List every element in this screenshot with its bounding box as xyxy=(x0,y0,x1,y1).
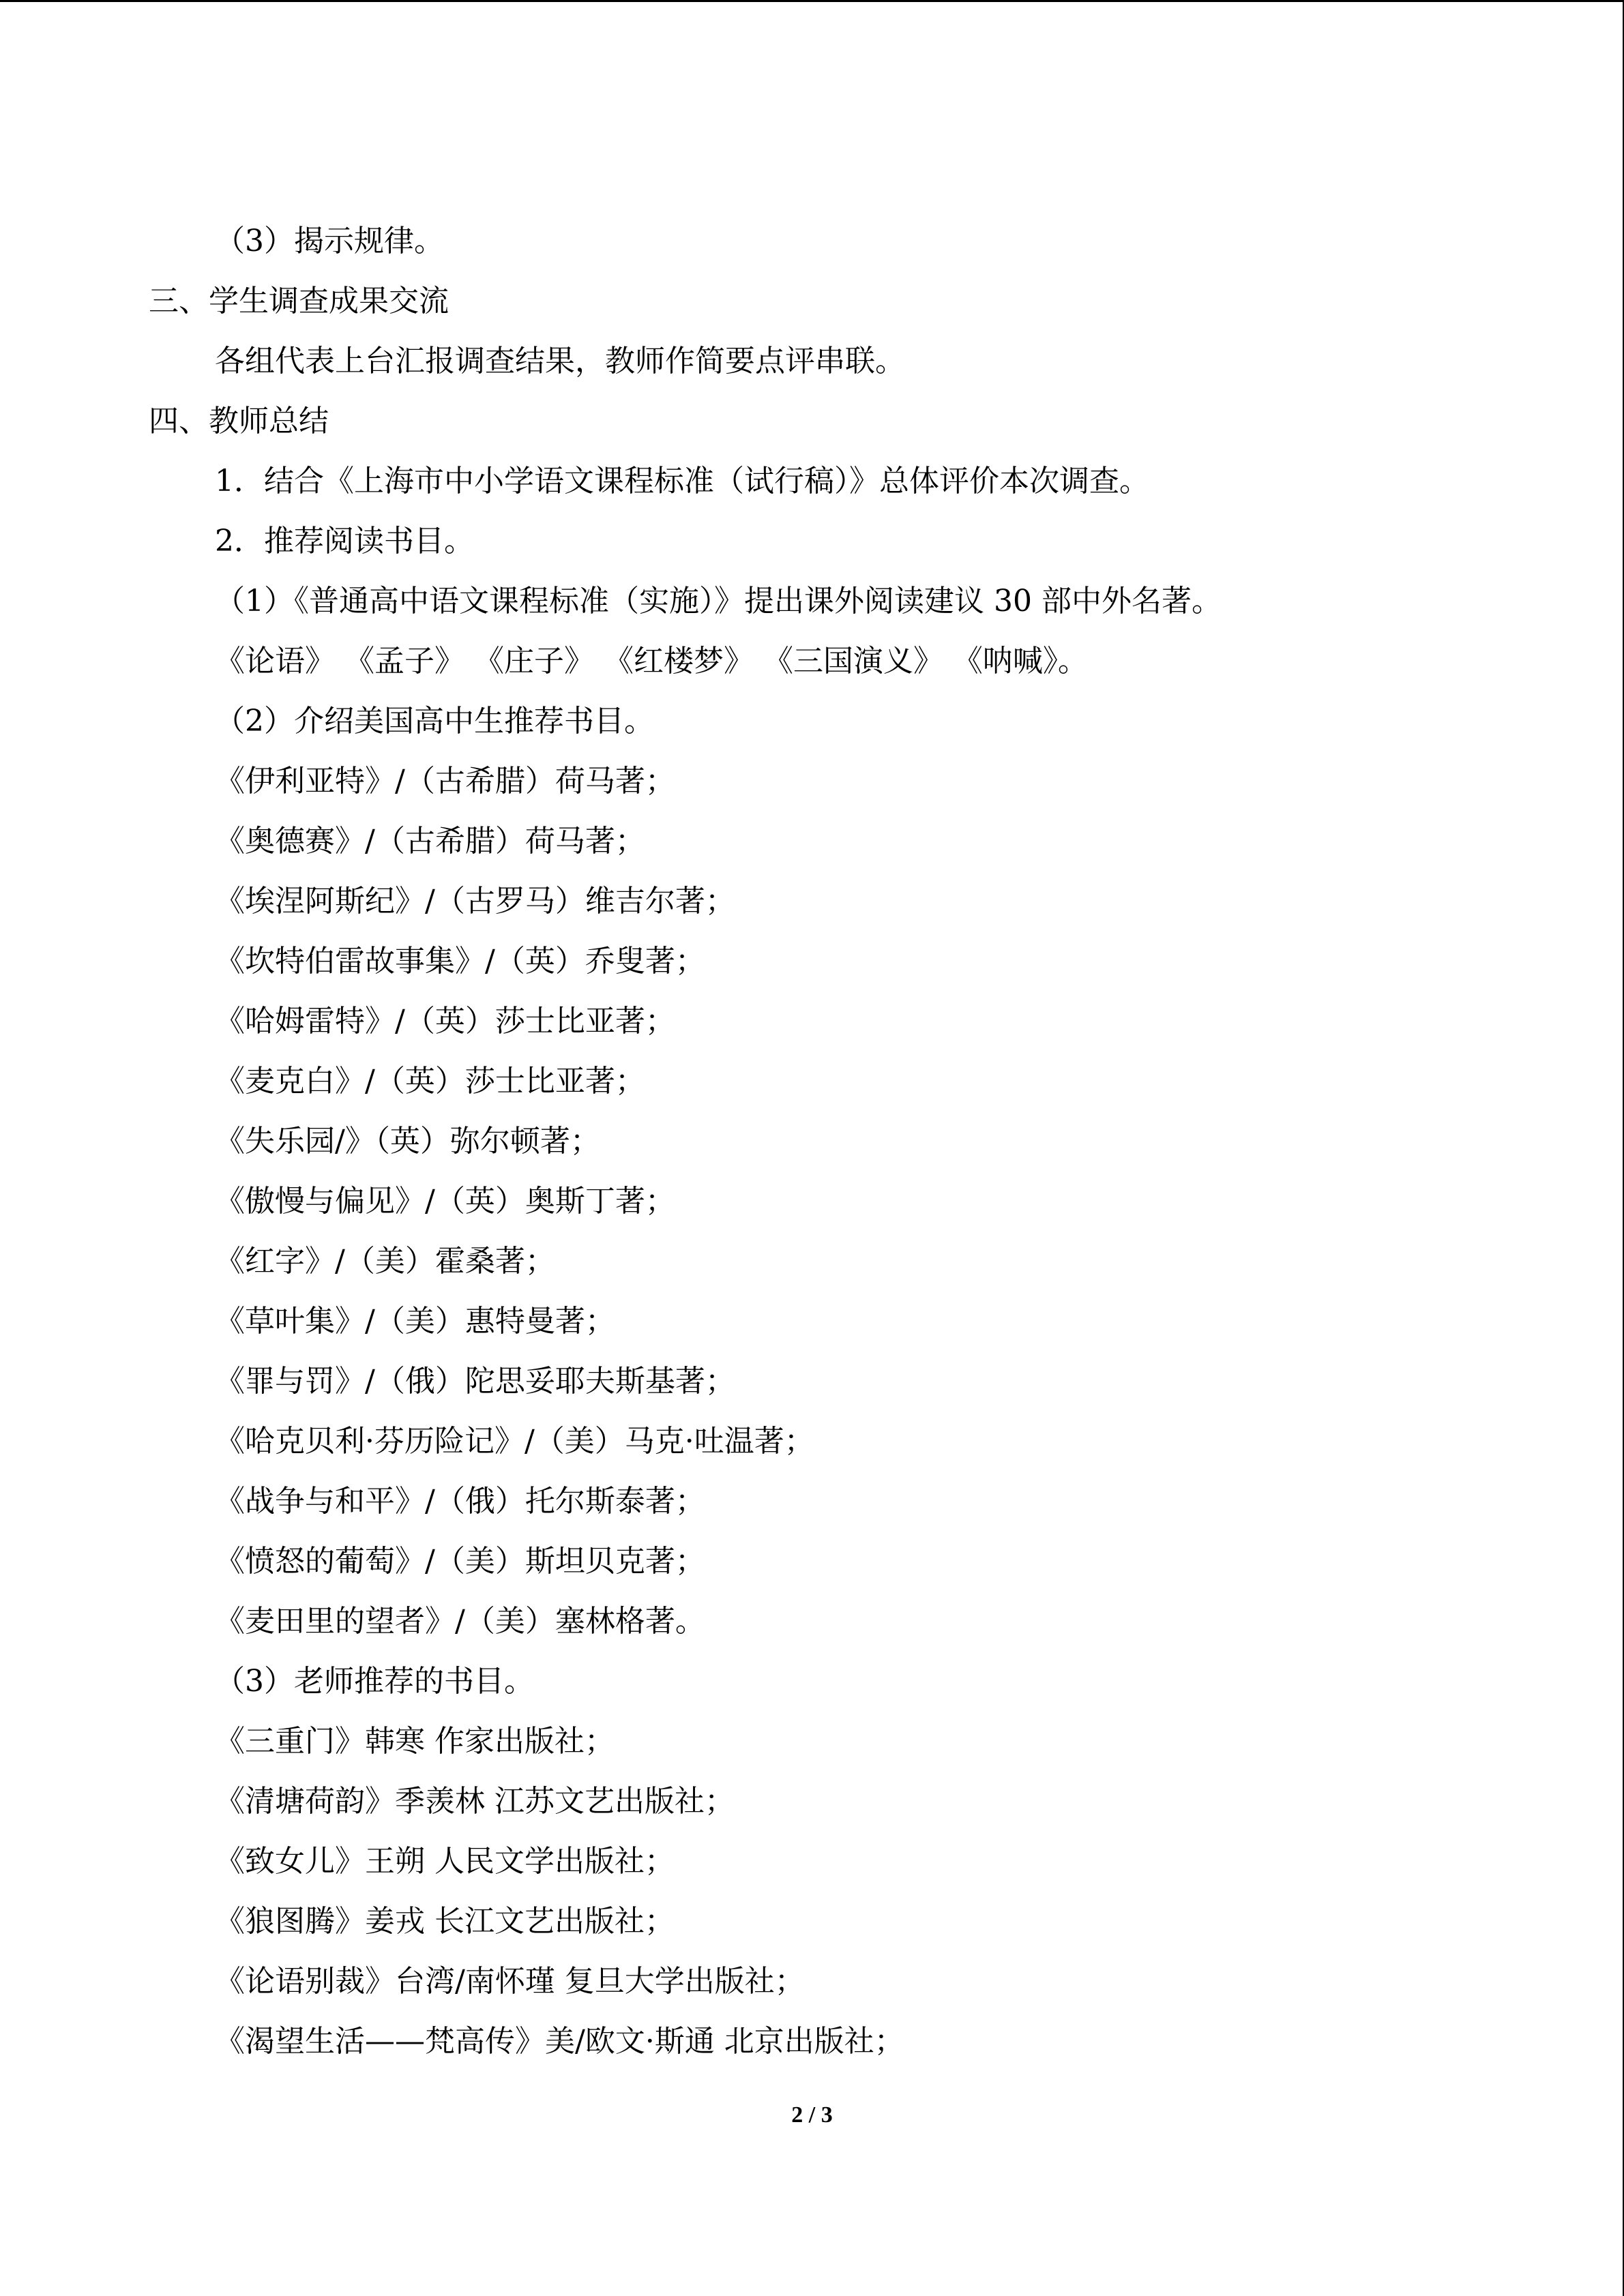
text-line: 《麦田里的望者》/（美）塞林格著。 xyxy=(215,1604,705,1639)
document-body xyxy=(0,211,1624,2072)
text-line: 《狼图腾》姜戎 长江文艺出版社； xyxy=(215,1904,675,1939)
text-line: 《坎特伯雷故事集》/（英）乔叟著； xyxy=(215,944,705,979)
text-line: 《渴望生活——梵高传》美/欧文·斯通 北京出版社； xyxy=(215,2024,904,2059)
text-line: 《伊利亚特》/（古希腊）荷马著； xyxy=(215,764,675,799)
text-line: （1）《普通高中语文课程标准（实施）》提出课外阅读建议 30 部中外名著。 xyxy=(215,584,1222,618)
text-line: 《埃涅阿斯纪》/（古罗马）维吉尔著； xyxy=(215,884,735,919)
text-line: 《清塘荷韵》季羡林 江苏文艺出版社； xyxy=(215,1784,735,1819)
text-line: 《草叶集》/（美）惠特曼著； xyxy=(215,1304,615,1339)
text-line: 《失乐园/》（英）弥尔顿著； xyxy=(215,1124,600,1159)
text-line: 《致女儿》王朔 人民文学出版社； xyxy=(215,1844,675,1879)
text-line: 《战争与和平》/（俄）托尔斯泰著； xyxy=(215,1484,705,1519)
text-line: （3）揭示规律。 xyxy=(215,224,444,258)
section-heading: 四、教师总结 xyxy=(149,404,329,438)
text-line: 《麦克白》/（英）莎士比亚著； xyxy=(215,1064,645,1099)
text-line: 1．结合《上海市中小学语文课程标准（试行稿）》总体评价本次调查。 xyxy=(215,464,1149,498)
text-line: 各组代表上台汇报调查结果，教师作简要点评串联。 xyxy=(215,344,905,378)
text-line: 《愤怒的葡萄》/（美）斯坦贝克著； xyxy=(215,1544,705,1579)
text-line: （3）老师推荐的书目。 xyxy=(215,1664,534,1699)
text-line: 《哈姆雷特》/（英）莎士比亚著； xyxy=(215,1004,675,1039)
text-line: （2）介绍美国高中生推荐书目。 xyxy=(215,704,654,739)
page-number: 2 / 3 xyxy=(791,2102,833,2128)
text-line: 《哈克贝利·芬历险记》/（美）马克·吐温著； xyxy=(215,1424,814,1459)
text-line: 《三重门》韩寒 作家出版社； xyxy=(215,1724,615,1759)
text-line: 《罪与罚》/（俄）陀思妥耶夫斯基著； xyxy=(215,1364,735,1399)
text-line: 《奥德赛》/（古希腊）荷马著； xyxy=(215,824,645,859)
section-heading: 三、学生调查成果交流 xyxy=(149,284,449,318)
text-line: 《傲慢与偏见》/（英）奥斯丁著； xyxy=(215,1184,675,1219)
page-top-border xyxy=(0,0,1624,2)
text-line: 2．推荐阅读书目。 xyxy=(215,524,474,558)
text-line: 《红字》/（美）霍桑著； xyxy=(215,1244,555,1279)
text-line: 《论语》 《孟子》 《庄子》 《红楼梦》 《三国演义》 《呐喊》。 xyxy=(215,644,1088,679)
text-line: 《论语别裁》台湾/南怀瑾 复旦大学出版社； xyxy=(215,1964,805,1999)
